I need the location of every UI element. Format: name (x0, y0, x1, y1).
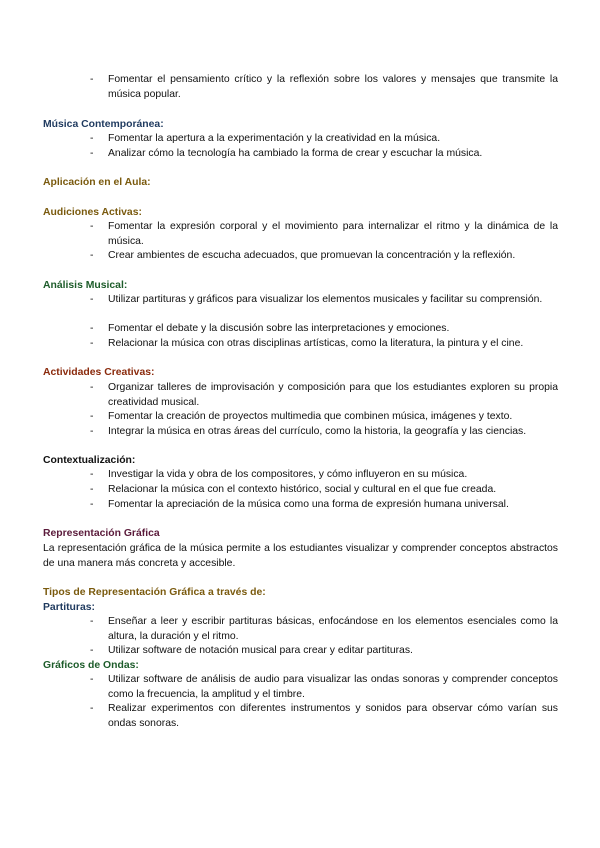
list-item-text: Relacionar la música con el contexto histórico, social y cultural en el que fue creada. (108, 484, 497, 495)
list-item-text: Utilizar partituras y gráficos para visualizar los elementos musicales y facilitar su comprensión. (108, 294, 543, 305)
section-heading-graficos-ondas: Gráficos de Ondas: (43, 660, 139, 671)
bullet-dash: - (90, 148, 94, 159)
list-item (90, 336, 558, 351)
bullet-dash: - (90, 616, 94, 627)
list-item-text: Fomentar el pensamiento crítico y la reflexión sobre los valores y mensajes que transmite la música popular. (108, 74, 558, 100)
paragraph-representacion-grafica: La representación gráfica de la música permite a los estudiantes visualizar y comprender conceptos abstractos de una manera más concreta y accesible. (43, 543, 558, 569)
section-heading-partituras: Partituras: (43, 602, 95, 613)
list-item (90, 409, 558, 424)
section-heading-aplicacion-aula: Aplicación en el Aula: (43, 177, 151, 188)
list-item (90, 292, 558, 307)
bullet-dash: - (90, 703, 94, 714)
list-item (90, 701, 558, 731)
section-heading-representacion-grafica: Representación Gráfica (43, 528, 160, 539)
list-item-text: Analizar cómo la tecnología ha cambiado la forma de crear y escuchar la música. (108, 148, 483, 159)
bullet-dash: - (90, 250, 94, 261)
list-item-text: Fomentar la creación de proyectos multimedia que combinen música, imágenes y texto. (108, 411, 513, 422)
list-item (90, 424, 558, 439)
list-item-text: Enseñar a leer y escribir partituras básicas, enfocándose en los elementos esenciales como la altura, la duración y el ritmo. (108, 616, 558, 642)
section-heading-contextualizacion: Contextualización: (43, 455, 136, 466)
list-item (90, 643, 558, 658)
list-item-text: Fomentar la expresión corporal y el movimiento para internalizar el ritmo y la dinámica de la música. (108, 221, 558, 247)
bullet-dash: - (90, 294, 94, 305)
bullet-dash: - (90, 74, 94, 85)
list-item (90, 380, 558, 410)
bullet-dash: - (90, 499, 94, 510)
list-item-text: Utilizar software de notación musical para crear y editar partituras. (108, 645, 413, 656)
list-item (90, 497, 558, 512)
list-item (90, 248, 558, 263)
list-item (90, 131, 558, 146)
bullet-dash: - (90, 133, 94, 144)
list-item (90, 72, 558, 102)
bullet-dash: - (90, 411, 94, 422)
bullet-dash: - (90, 426, 94, 437)
list-item-text: Fomentar la apreciación de la música como una forma de expresión humana universal. (108, 499, 509, 510)
list-item-text: Investigar la vida y obra de los compositores, y cómo influyeron en su música. (108, 469, 468, 480)
list-item (90, 321, 558, 336)
list-item-text: Organizar talleres de improvisación y composición para que los estudiantes exploren su propia creatividad musical. (108, 382, 558, 408)
list-item (90, 467, 558, 482)
section-heading-analisis-musical: Análisis Musical: (43, 280, 128, 291)
list-item-text: Relacionar la música con otras disciplinas artísticas, como la literatura, la pintura y el cine. (108, 338, 524, 349)
list-item-text: Integrar la música en otras áreas del currículo, como la historia, la geografía y las ciencias. (108, 426, 527, 437)
list-item (90, 482, 558, 497)
list-item-text: Fomentar el debate y la discusión sobre las interpretaciones y emociones. (108, 323, 450, 334)
list-item-text: Fomentar la apertura a la experimentación y la creatividad en la música. (108, 133, 441, 144)
list-item-text: Realizar experimentos con diferentes instrumentos y sonidos para observar cómo varían sus ondas sonoras. (108, 703, 558, 729)
bullet-dash: - (90, 221, 94, 232)
section-heading-musica-contemporanea: Música Contemporánea: (43, 119, 164, 130)
list-item-text: Utilizar software de análisis de audio para visualizar las ondas sonoras y comprender conceptos como la frecuencia, la amplitud y el timbre. (108, 674, 558, 700)
list-item (90, 146, 558, 161)
section-heading-actividades-creativas: Actividades Creativas: (43, 367, 155, 378)
list-item (90, 614, 558, 644)
bullet-dash: - (90, 674, 94, 685)
bullet-dash: - (90, 338, 94, 349)
list-item-text: Crear ambientes de escucha adecuados, que promuevan la concentración y la reflexión. (108, 250, 516, 261)
bullet-dash: - (90, 382, 94, 393)
list-item (90, 672, 558, 702)
bullet-dash: - (90, 469, 94, 480)
section-heading-audiciones-activas: Audiciones Activas: (43, 207, 142, 218)
bullet-dash: - (90, 484, 94, 495)
section-heading-tipos-representacion: Tipos de Representación Gráfica a través de: (43, 587, 266, 598)
bullet-dash: - (90, 323, 94, 334)
list-item (90, 219, 558, 249)
bullet-dash: - (90, 645, 94, 656)
